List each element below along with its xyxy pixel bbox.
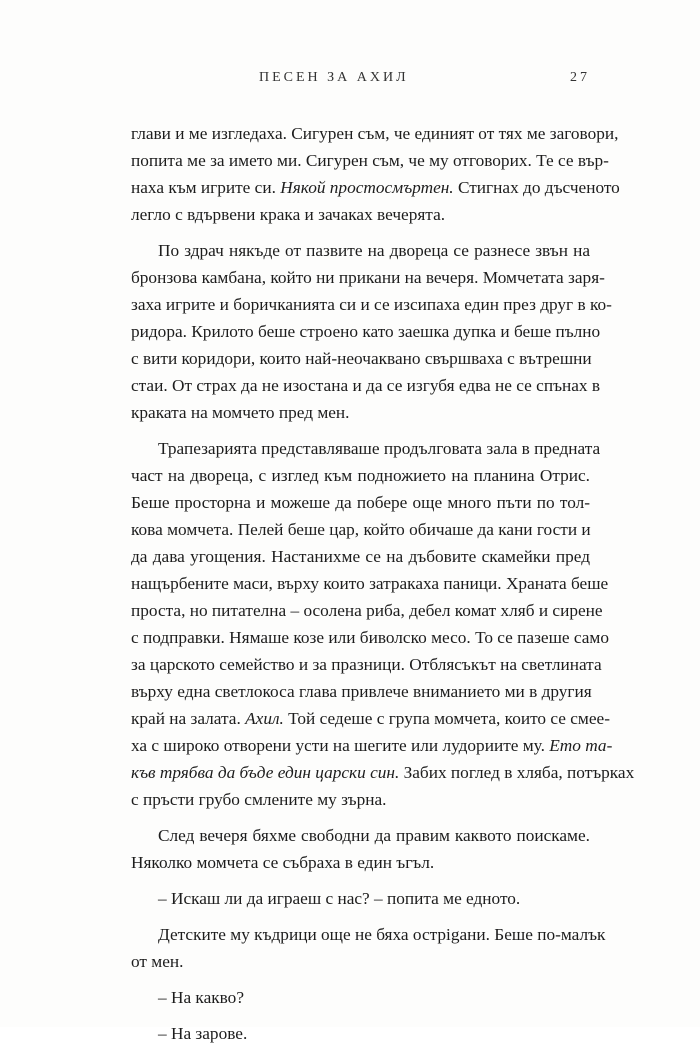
text-run: наха към игрите си.	[131, 178, 281, 197]
text-line: По здрач някъде от пазвите на двореца се разнесе звън на	[158, 241, 590, 260]
text-line: глави и ме изгледаха. Сигурен съм, че единият от тях ме заговори,	[131, 124, 619, 143]
text-run: Забих поглед в хляба, потърках	[399, 763, 635, 782]
text-line: бронзова камбана, който ни прикани на вечеря. Момчетата заря-	[131, 268, 605, 287]
paragraph	[131, 921, 606, 975]
text-run: край на залата.	[131, 709, 246, 728]
text-line: – На зарове.	[158, 1024, 248, 1043]
page-number: 27	[570, 70, 590, 85]
text-line: с пръсти грубо смлените му зърна.	[131, 790, 387, 809]
text-line: След вечеря бяхме свободни да правим каквото поискаме.	[158, 826, 590, 845]
text-line: за царското семейство и за празници. Отблясъкът на светлината	[131, 655, 602, 674]
text-line: с вити коридори, които най-неочаквано свършваха с вътрешни	[131, 349, 592, 368]
text-line: да дава угощения. Настанихме се на дъбовите скамейки пред	[131, 547, 590, 566]
text-line	[131, 705, 610, 732]
dialogue-paragraph	[131, 1020, 590, 1047]
italic-phrase: Ахил.	[245, 709, 284, 728]
text-run: Той седеше с група момчета, които се смее-	[283, 709, 610, 728]
text-line	[131, 174, 620, 201]
text-line: от мен.	[131, 952, 184, 971]
text-line: стаи. От страх да не изостана и да се изгубя едва не се спънах в	[131, 376, 601, 395]
text-line: попита ме за името ми. Сигурен съм, че му отговорих. Те се вър-	[131, 151, 609, 170]
body-text	[131, 120, 635, 1056]
text-line	[131, 732, 613, 759]
running-title: ПЕСЕН ЗА АХИЛ	[259, 70, 409, 85]
paragraph	[131, 435, 635, 813]
text-line: Детските му къдрици още не бяха острigани. Беше по-малък	[158, 925, 606, 944]
text-line: ридора. Крилото беше строено като заешка дупка и беше пълно	[131, 322, 601, 341]
text-line: проста, но питателна – осолена риба, дебел комат хляб и сирене	[131, 601, 603, 620]
italic-phrase: Ето та-	[549, 736, 613, 755]
dialogue-paragraph	[131, 885, 590, 912]
text-line: краката на момчето пред мен.	[131, 403, 350, 422]
text-run: ха с широко отворени усти на шегите или лудориите му.	[131, 736, 550, 755]
text-line: Трапезарията представляваше продълговата зала в предната	[158, 439, 601, 458]
text-line	[131, 759, 635, 786]
text-line: кова момчета. Пелей беше цар, който обичаше да кани гости и	[131, 520, 591, 539]
paragraph	[131, 822, 590, 876]
text-line: легло с вдървени крака и зачаках вечерята.	[131, 205, 446, 224]
text-line: заха игрите и боричканията си и се изсипаха един през друг в ко-	[131, 295, 612, 314]
paragraph	[131, 120, 620, 228]
italic-phrase: Някой простосмъртен.	[280, 178, 454, 197]
text-line: с подправки. Нямаше козе или биволско месо. То се пазеше само	[131, 628, 609, 647]
text-line: – На какво?	[158, 988, 244, 1007]
text-line: част на двореца, с изглед към подножието на планина Отрис.	[131, 466, 590, 485]
text-line: нащърбените маси, върху които затракаха паници. Храната беше	[131, 574, 609, 593]
text-line: Няколко момчета се събраха в един ъгъл.	[131, 853, 435, 872]
running-header	[131, 70, 590, 90]
text-line: – Искаш ли да играеш с нас? – попита ме едното.	[158, 889, 521, 908]
italic-phrase: къв трябва да бъде един царски син.	[131, 763, 400, 782]
text-line: върху една светлокоса глава привлече вниманието ми в другия	[131, 682, 592, 701]
dialogue-paragraph	[131, 984, 590, 1011]
text-run: Стигнах до дъсченото	[453, 178, 620, 197]
text-line: Беше просторна и можеше да побере още много пъти по тол-	[131, 493, 590, 512]
paragraph	[131, 237, 612, 426]
